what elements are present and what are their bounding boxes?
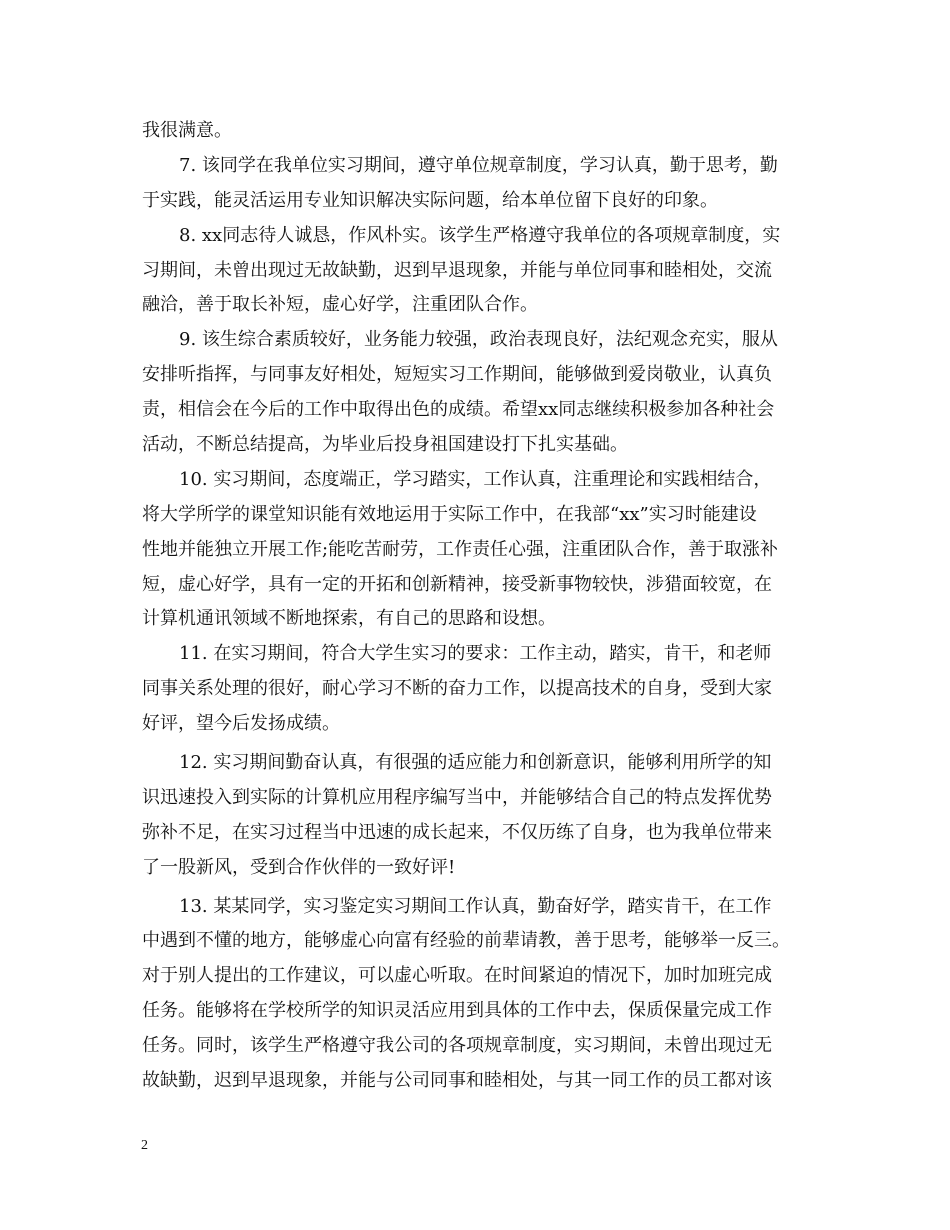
text-line: 8. xx同志待人诚恳，作风朴实。该学生严格遵守我单位的各项规章制度，实 <box>179 224 781 246</box>
text-line: 任务。能够将在学校所学的知识灵活应用到具体的工作中去，保质保量完成工作 <box>142 1000 772 1022</box>
text-line: 习期间，未曾出现过无故缺勤，迟到早退现象，并能与单位同事和睦相处，交流 <box>142 259 772 281</box>
text-line: 识迅速投入到实际的计算机应用程序编写当中，并能够结合自己的特点发挥优势 <box>142 786 772 808</box>
text-line: 活动，不断总结提高，为毕业后投身祖国建设打下扎实基础。 <box>142 434 628 456</box>
text-line: 任务。同时，该学生严格遵守我公司的各项规章制度，实习期间，未曾出现过无 <box>142 1035 772 1057</box>
text-line: 11. 在实习期间，符合大学生实习的要求：工作主动，踏实，肯干，和老师 <box>179 643 772 665</box>
text-line: 对于别人提出的工作建议，可以虚心听取。在时间紧迫的情况下，加时加班完成 <box>142 965 772 987</box>
paragraph-12 <box>142 746 808 886</box>
paragraph-6-end <box>142 114 808 149</box>
paragraph-9 <box>142 323 808 463</box>
text-line: 10. 实习期间，态度端正，学习踏实，工作认真，注重理论和实践相结合， <box>179 468 772 490</box>
text-line: 中遇到不懂的地方，能够虚心向富有经验的前辈请教，善于思考，能够举一反三。 <box>142 930 790 952</box>
text-line: 好评，望今后发扬成绩。 <box>142 713 340 735</box>
text-line: 我很满意。 <box>142 120 232 141</box>
text-line: 计算机通讯领域不断地探索，有自己的思路和设想。 <box>142 608 556 630</box>
text-line: 将大学所学的课堂知识能有效地运用于实际工作中，在我部“xx”实习时能建设 <box>142 503 757 525</box>
text-line: 于实践，能灵活运用专业知识解决实际问题，给本单位留下良好的印象。 <box>142 189 718 211</box>
paragraph-7 <box>142 149 808 219</box>
text-line: 7. 该同学在我单位实习期间，遵守单位规章制度，学习认真，勤于思考，勤 <box>179 154 778 176</box>
paragraph-11 <box>142 637 808 742</box>
text-line: 了一股新风，受到合作伙伴的一致好评! <box>142 856 456 878</box>
paragraph-8 <box>142 219 808 324</box>
page-number: 2 <box>141 1138 148 1153</box>
paragraph-10 <box>142 463 808 637</box>
document-body <box>142 114 808 1099</box>
text-line: 短，虚心好学，具有一定的开拓和创新精神，接受新事物较快，涉猎面较宽，在 <box>142 573 772 595</box>
text-line: 9. 该生综合素质较好，业务能力较强，政治表现良好，法纪观念充实，服从 <box>179 329 778 351</box>
text-line: 弥补不足，在实习过程当中迅速的成长起来，不仅历练了自身，也为我单位带来 <box>142 821 772 843</box>
text-line: 性地并能独立开展工作;能吃苦耐劳，工作责任心强，注重团队合作，善于取涨补 <box>142 538 779 560</box>
text-line: 责，相信会在今后的工作中取得出色的成绩。希望xx同志继续积极参加各种社会 <box>142 399 775 421</box>
text-line: 12. 实习期间勤奋认真，有很强的适应能力和创新意识，能够利用所学的知 <box>179 752 772 774</box>
text-line: 融洽，善于取长补短，虚心好学，注重团队合作。 <box>142 294 538 316</box>
text-line: 故缺勤，迟到早退现象，并能与公司同事和睦相处，与其一同工作的员工都对该 <box>142 1070 772 1092</box>
text-line: 同事关系处理的很好，耐心学习不断的奋力工作，以提高技术的自身，受到大家 <box>142 678 772 700</box>
paragraph-13 <box>142 890 808 1099</box>
text-line: 安排听指挥，与同事友好相处，短短实习工作期间，能够做到爱岗敬业，认真负 <box>142 364 772 386</box>
text-line: 13. 某某同学，实习鉴定实习期间工作认真，勤奋好学，踏实肯干，在工作 <box>179 895 772 917</box>
